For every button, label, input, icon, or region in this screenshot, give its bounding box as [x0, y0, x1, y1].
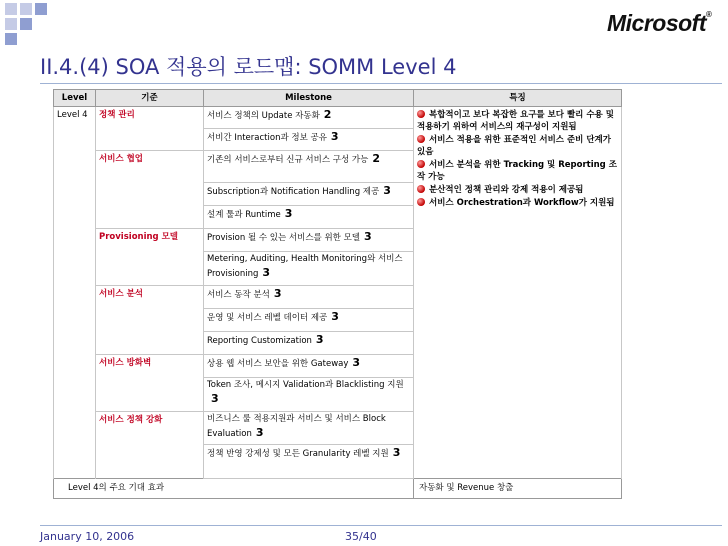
milestone-cell: 상용 웹 서비스 보안을 위한 Gateway 3 — [204, 354, 414, 377]
red-bullet-icon — [417, 185, 425, 193]
category-cell: 서비스 분석 — [96, 286, 204, 309]
category-cell: 정책 관리 — [96, 107, 204, 129]
milestone-cell: 정책 반영 강제성 및 모든 Granularity 레벨 지원 3 — [204, 445, 414, 479]
footer-divider — [40, 525, 722, 526]
feature-item: 서비스 Orchestration과 Workflow가 지원됨 — [417, 197, 618, 209]
header-feature: 특징 — [414, 90, 622, 107]
category-cell — [96, 445, 204, 479]
expected-effect-value: 자동화 및 Revenue 창출 — [414, 479, 622, 499]
header-milestone: Milestone — [204, 90, 414, 107]
milestone-cell: Metering, Auditing, Health Monitoring와 서비스 Provisioning 3 — [204, 252, 414, 286]
roadmap-table — [53, 89, 622, 499]
decor-square — [5, 18, 17, 30]
feature-item: 서비스 분석을 위한 Tracking 및 Reporting 조작 가능 — [417, 160, 617, 182]
maturity-number: 2 — [323, 108, 332, 121]
page-number: 35/40 — [345, 530, 377, 543]
milestone-cell: Provision 될 수 있는 서비스를 위한 모델 3 — [204, 229, 414, 252]
category-cell — [96, 206, 204, 229]
milestone-cell: 운영 및 서비스 레벨 데이터 제공 3 — [204, 308, 414, 331]
milestone-cell: 기존의 서비스로부터 신규 서비스 구성 가능 2 — [204, 150, 414, 183]
title-divider — [40, 83, 722, 84]
milestone-cell: 비즈니스 룰 적용지원과 서비스 및 서비스 Block Evaluation 3 — [204, 411, 414, 445]
category-cell — [96, 183, 204, 206]
category-cell: Provisioning 모델 — [96, 229, 204, 252]
milestone-cell: Token 조사, 메시지 Validation과 Blacklisting 지원3 — [204, 377, 414, 411]
slide-title: II.4.(4) SOA 적용의 로드맵: SOMM Level 4 — [40, 55, 457, 79]
red-bullet-icon — [417, 160, 425, 168]
milestone-cell: 서비스 동작 분석 3 — [204, 286, 414, 309]
feature-cell — [414, 107, 622, 479]
slide-date: January 10, 2006 — [40, 530, 135, 543]
milestone-cell: 서비간 Interaction과 정보 공유 3 — [204, 128, 414, 150]
header-category: 기준 — [96, 90, 204, 107]
feature-item: 복합적이고 보다 복잡한 요구를 보다 빨리 수용 및 적용하기 위하여 서비스의 재구성이 지원됨 — [417, 110, 614, 132]
category-cell: 서비스 방화벽 — [96, 354, 204, 377]
category-cell — [96, 128, 204, 150]
milestone-cell — [204, 107, 414, 129]
decor-square — [20, 3, 32, 15]
milestone-cell: 설계 툴과 Runtime 3 — [204, 206, 414, 229]
red-bullet-icon — [417, 135, 425, 143]
category-cell — [96, 308, 204, 331]
decor-square — [35, 3, 47, 15]
decor-square — [5, 3, 17, 15]
milestone-cell: Subscription과 Notification Handling 제공 3 — [204, 183, 414, 206]
level-cell: Level 4 — [54, 107, 96, 479]
category-cell: 서비스 협업 — [96, 150, 204, 183]
microsoft-logo: Microsoft® — [607, 10, 712, 36]
category-cell — [96, 331, 204, 354]
red-bullet-icon — [417, 110, 425, 118]
decor-square — [5, 33, 17, 45]
feature-item: 분산적인 정책 관리와 강제 적용이 제공됨 — [417, 184, 618, 196]
category-cell: 서비스 정책 강화 — [96, 411, 204, 445]
feature-item: 서비스 적용을 위한 표준적인 서비스 준비 단계가 있음 — [417, 135, 611, 157]
category-cell — [96, 252, 204, 286]
milestone-cell: Reporting Customization 3 — [204, 331, 414, 354]
expected-effect-label: Level 4의 주요 기대 효과 — [54, 479, 414, 499]
milestone-text: 서비스 정책의 Update 자동화 — [207, 111, 320, 121]
header-level: Level — [54, 90, 96, 107]
decor-square — [20, 18, 32, 30]
red-bullet-icon — [417, 198, 425, 206]
category-cell — [96, 377, 204, 411]
